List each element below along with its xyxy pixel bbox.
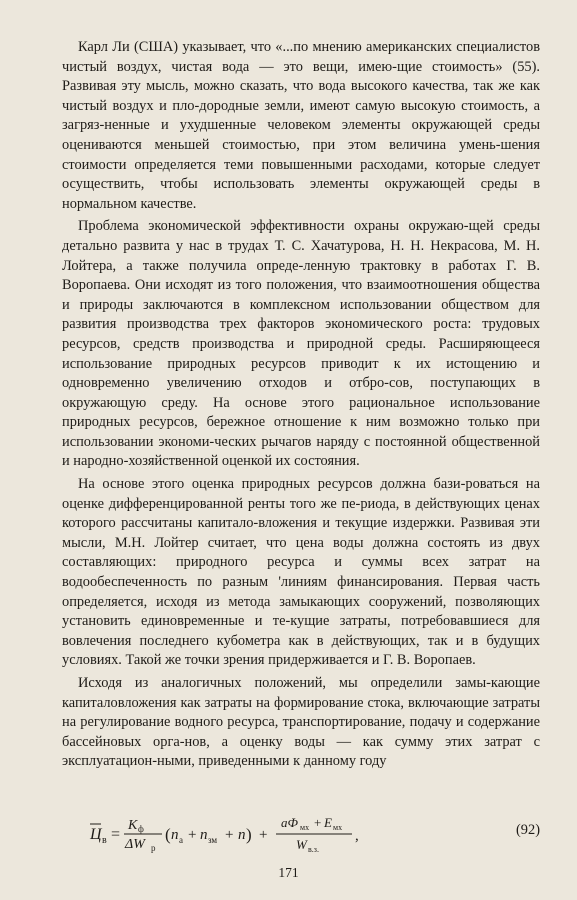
frac2-num-e: E (324, 815, 332, 830)
paragraph-4: Исходя из аналогичных положений, мы определили замы-кающие капиталовложения как затраты на формирование стока, включающие затраты на регулирование водного ресурса, транспортирование, подачу и содержание бассейновых орга-нов, а оценку воды — как сумму этих затрат с эксплуатацион-ными, приведенными к данному году (62, 675, 540, 770)
frac2-den-sub: в.з. (308, 845, 319, 854)
frac2-den: W (296, 837, 307, 852)
formula-92 (62, 812, 540, 852)
frac2-num-sub1: мх (300, 823, 310, 832)
frac2-num-a: aФ (281, 815, 298, 830)
term-n-a-sub: а (179, 835, 183, 845)
page-number: 171 (278, 865, 299, 880)
term-n-zm-sub: зм (208, 835, 218, 845)
formula-trailing-comma: , (355, 828, 359, 844)
formula-svg (62, 812, 492, 856)
formula-lhs: Ц (90, 826, 102, 843)
paren-close: ) (246, 825, 252, 844)
term-n: n (238, 827, 246, 843)
paragraph-1: Карл Ли (США) указывает, что «...по мнению американских специалистов чистый воздух, чистая вода — это вещи, имею-щие стоимость» (55). Развивая эту мысль, можно сказать, что вода высокого качества, так же как чистый воздух и пло-дородные земли, имеют самую высокую стоимость, а загряз-ненные и ухудшенные человеком элементы окружающей среды оцениваются меньшей стоимостью, при этом величина умень-шения стоимости определяется теми повышенными расходами, которые следует осуществить, чтобы использовать элементы окружающей среды в нормальном качестве. (62, 39, 540, 212)
body-text (62, 38, 540, 772)
formula-equals: = (111, 826, 121, 843)
frac2-num-plus: + (314, 815, 322, 830)
term-n-zm: n (200, 827, 208, 843)
frac1-den: ΔW (125, 837, 145, 852)
paren-open: ( (165, 825, 171, 844)
frac1-den-sub: р (151, 843, 156, 853)
plus-2: + (225, 827, 234, 843)
frac1-num: K (128, 818, 138, 833)
frac1-num-sub: ф (138, 824, 144, 834)
equation-number: (92) (516, 822, 540, 838)
paragraph-3: На основе этого оценка природных ресурсов должна бази-роваться на оценке дифференцированной ренты того же пе-риода, в действующих ценах которого рассчитаны капитало-вложения и текущие издержки. Развивая эти мысли, М.Н. Лойтер считает, что цена воды должна состоять из двух составляющих: природного ресурса и суммы всех затрат на водообеспеченность по разным 'линиям финансирования. Первая часть определяется, исходя из метода замыкающих сооружений, позволяющих установить единовременные и те-кущие затраты, потребовавшиеся для вовлечения последнего кубометра как в действующих, так и в будущих условиях. Такой же точки зрения придерживается и Г. В. Воропаев. (62, 476, 540, 669)
paragraph-2: Проблема экономической эффективности охраны окружаю-щей среды детально развита у нас в трудах Т. С. Хачатурова, Н. Н. Некрасова, М. Н. Лойтера, а также получила опреде-ленную трактовку в работах Г. В. Воропаева. Они исходят из того положения, что взаимоотношения общества и природы заключаются в комплексном использовании обществом для развития производства трех факторов экономического роста: трудовых ресурсов, средств производства и природной среды. Расширяющееся использование природных ресурсов приводит к их истощению и одновременно увеличению отходов и отбро-сов, поступающих в окружающую среду. На основе этого рациональное использование природных ресурсов, бережное отношение к ним возможно только при использовании экономи-ческих рычагов наряду с постоянной общественной и народно-хозяйственной оценкой их состояния. (62, 218, 540, 470)
frac2-num-sub2: мх (333, 823, 343, 832)
plus-3: + (259, 827, 268, 843)
formula-lhs-sub: в (102, 835, 107, 846)
term-n-a: n (171, 827, 179, 843)
plus-1: + (188, 827, 197, 843)
